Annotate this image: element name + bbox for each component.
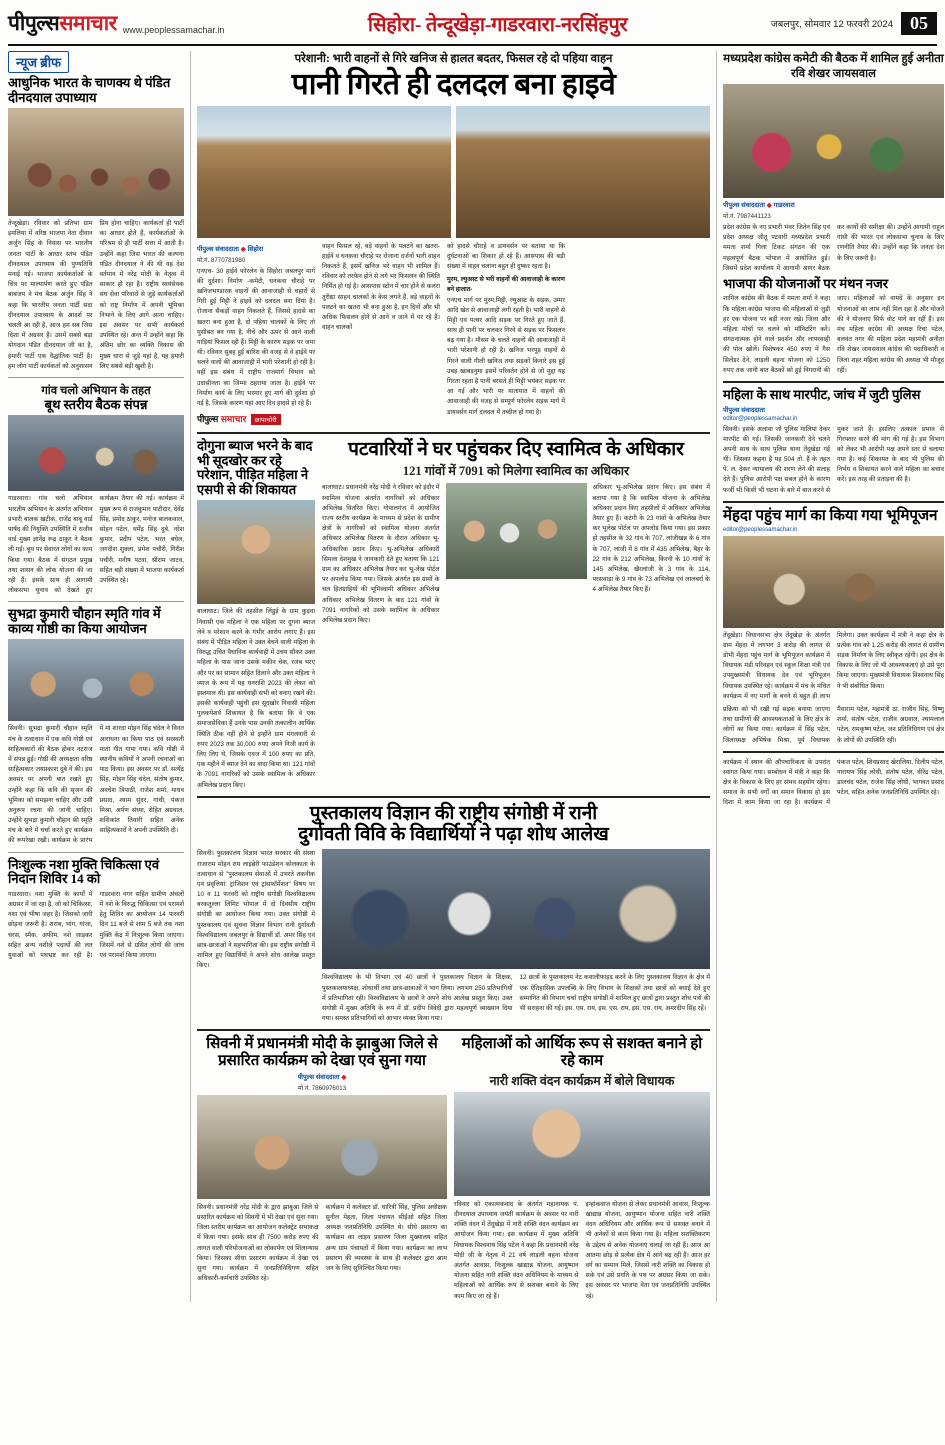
edition-title: सिहोरा- तेन्दूखेड़ा-गाडरवारा-नरसिंहपुर [367, 13, 628, 36]
lead-subhead-4: मुरम, ल्युअस्ट से भरी वाहनों की आवाजाही के कारण बने हालात- [447, 276, 565, 294]
congress-byline-place: गाडरवारा [773, 202, 795, 209]
lead-byline-label: पीपुल्स संवाददाता [197, 245, 239, 253]
seminar-body-1: सिवनी। पुस्तकालय विज्ञान भारत सरकार की संस्था राजाराम मोहन राय लाइब्रेरी फाउंडेशन कोलकाता के तत्वाधान से "पुस्तकालय सेवाओं में उभरते तकनीक एवं प्रवृत्तियां: ट्रांजिशन एवं ट्रांसफॉर्मेशन" विषय पर 10 व 11 फरवरी को राष्ट्रीय संगोष्ठी विश्वविद्यालय बरकतुल्ला लिमिट भोपाल में दो दिवसीय राष्ट्रीय संगोष्ठी का आयोजन किया गया। उक्त संगोष्ठी में पुस्तकालय एवं सूचना विज्ञान विभाग रानी दुर्गावती विश्वविद्यालय जबलपुर के विद्यार्थी डॉ. अमर सिंह एवं छात्र-छात्राओं ने सहभागिता की। इस राष्ट्रीय संगोष्ठी में शामिल हुए विद्यार्थियों ने अपने शोध आलेख प्रस्तुत किए। [197, 850, 315, 970]
right-column [716, 51, 944, 1302]
lead-headline: पानी गिरते ही दलदल बना हाइवे [291, 68, 616, 101]
lead-body-row [197, 242, 710, 428]
seminar-photo [322, 849, 710, 969]
assault-body: सिवनी। इसके अलावा जो पुलिस गालियां देकर मारपीट की गई। जिसकी जानकारी देने चलने अपनी साथ के साथ पुलिस थाना तेंदुखेड़ा गई थी। जिसका कहना है यह 504 तो. हैं के तहत पे. ल. देकर न्यायालय की शरण लेने की सलाह देते हैं। पुलिस आरोपी पक्ष सबल होने के कारण फर्जी भी किसी भी घटना के बारे में बात करने से मुकर जाते हैं। इसलिए तत्काल प्रभाव से गिरफ्तार करने की मांग की गई है। इस विभाग को लेकर भी आरोपी पक्ष अपने स्तर से चलाया गया है। कई शिकायत के बाद भी पुलिस की निर्भय व शिकायत करने वाले महिला का बचाव करें। इस तरह की प्रताड़ना की है। [723, 425, 944, 494]
masthead [8, 6, 937, 46]
lead-photo-row [197, 106, 710, 238]
bjp-scheme-head: भाजपा की योजनाओं पर मंथन नजर [723, 275, 889, 291]
mid-second-left [197, 439, 315, 791]
bottom-row [197, 1036, 710, 1301]
website-url[interactable]: www.peoplessamachar.in [122, 25, 225, 35]
congress-mobile: मो.नं. 7987441123 [723, 213, 771, 220]
women-subhead: नारी शक्ति वंदन कार्यक्रम में बोले विधायक [489, 1073, 675, 1088]
lead-body-col2: वाहन फिसल रहे, बड़े वाहनों के पलटने का खतरा- हाईवे व धनकवा चौराहे पर रोजाना दर्जनों भारी वाहन निकलते हैं, इसमें खनिज भरे वाहन भी शामिल हैं। रविवार को तरफ़ेन होने से लगे भर फिसलन की स्थिति निर्मित हो गई है। आसपास स्टोन में चार होने से कलरा तुरीद्या साहन चालकों के केस लगने हैं, बड़े वाहनों के पलटने का खतरा भी बना हुआ है, इन दिनों और भी अधिक फिसलन होने से आने व जाने में पर रहे हैं। वाहन चालकों [322, 242, 440, 332]
masthead-right [771, 12, 937, 35]
pm-program-head: सिवनी में प्रधानमंत्री मोदी के झाबुआ जिले से प्रसारित कार्यक्रम को देखा एवं सुना गया [206, 1036, 438, 1070]
assault-byline-label: पीपुल्स संवाददाता [723, 406, 765, 414]
brand-badge-main: पीपुल्स [197, 414, 218, 425]
seminar-body-2: विश्वविद्यालय के भी विभाग एवं 40 छात्रों ने पुस्तकालय विज्ञान के शिक्षक, पुस्तकालयाध्यक्ष, शोधार्थी तथा छात्र-छात्राओं ने भाग लिया। लगभग 250 प्रतिभागियों में प्रतिभागिता रही। विश्वविद्यालय के छात्रों ने अपने शोध आलेख प्रस्तुत किए। उक्त संगोष्ठी में मुख्य अतिथि के रूप में डॉ. प्रदीप त्रिवेदी द्वारा महत्वपूर्ण व्याख्यान दिया गया। समस्त प्रतिभागियों को आभार व्यक्त किया गया। [322, 974, 513, 1023]
page-number: 05 [901, 12, 937, 35]
loanshark-photo [197, 500, 315, 604]
left-sub1-body: गाडरवारा। गांव चलो अभियान भारतीय अभियान के अंतर्गत अभियान प्रभारी बालक खटीक, राजेंद्र बाबू वार्ड पार्षद की नियुक्ति उपस्थिति में राजीव वार्ड मुख्य ज्ञानेंद्र रूद्र ठाकुर ने बैठक ली गई। बूथ पर सेवारत लोगों का काम किया गया। बैठक में संगठन प्रमुख तथा शासन की लोक योजना की जा रही हैं। इसके साथ ही आगामी लोकसभा चुनाव को देखते हुए कार्यक्रम तैयार की गई। कार्यक्रम में मुख्य रूप से राजकुमार पाटीदार, देवेंद्र सिंह, प्रमोद ठाकुर, मनोज बालकवाल, सोहन पटेल, धर्मेंद्र सिंह दुबे, नरेश कुमार, प्रदीप पटेल, भरत बघेल, जगदीश शुक्ला, प्रमेश पचौरी, गिरीश पचौरी, मनीष पटवा, श्रीराम जाटव, सहित बड़ी संख्या में भाजपा कार्यकर्ता उपस्थित रहे। [8, 495, 184, 595]
brand-badge [197, 412, 246, 425]
pm-mobile: मो.नं. 7860976013 [297, 1084, 347, 1092]
left-sub1-kicker: गांव चलो अभियान के तहत [41, 384, 151, 397]
left-sub2-photo [8, 639, 184, 721]
women-body-1: रविवार को एकात्मकवाद के अंतर्गत महानायक पं. दीनदयाल उपाध्याय जयंती कार्यक्रम के अवसर पर नारी शक्ति वंदन में तेंदूखेड़ा में नारी शक्ति वंदन कार्यक्रम का आयोजन किया गया। इस कार्यक्रम में मुख्य अतिथि विधायक विश्वनाथ सिंह पटेल ने कहा कि प्रधानमंत्री नरेंद्र मोदी जी के नेतृत्व में 21 वर्ष लाड़ली बहना योजना अंतर्गत आवास, निःशुल्क खाद्यान्न योजना, आयुष्मान योजना सहित नारी शक्ति वंदन अधिनियम के माध्यम से महिलाओं को आर्थिक रूप से सशक्त बनाने के लिए काम किए जा रहे हैं। [454, 1200, 579, 1300]
patwari-photo [446, 483, 587, 579]
bhoomipujan-email[interactable]: editor@peoplessamachar.in [723, 526, 798, 533]
congress-byline-label: पीपुल्स संवाददाता [723, 202, 765, 209]
patwari-head: पटवारियों ने घर पहुंचकर दिए स्वामित्व के अधिकार [348, 439, 684, 461]
congress-photo [723, 84, 944, 198]
women-body-2: इन्हांकवाज योजना से लेकर प्रधानमंत्री आवास, निःशुल्क खाद्यान्न योजना, आयुष्मान योजना सहित नारी शक्ति वंदन अधिनियम और आर्थिक रूप से सशक्त बनाने में भी अनेकों से काम किया गया है। महिला सशक्तिकरण के उद्देश्य से अनेक योजनाएं चलाई जा रही हैं। आज आ आतमा छोड़ से प्रत्येक क्षेत्र में आगे बढ़ रही हैं। आज हर वर्ग का सम्मान मिले, जिससे नारी शक्ति का विकास हो सके एवं उसे प्रगति के पथ पर अग्रसर किया जा सके। इस अवसर पर भाजपा नेता एवं जनप्रतिनिधि उपस्थित रहे। [585, 1200, 710, 1300]
bhoomipujan-body-2: प्रक्रिया को भी रखी गई सड़क बनाया जाएगा तथा ग्रामीणों की आवश्यकताओं के लिए क्षेत्र के लोगों का किया गया। कार्यक्रम में सिंह पटेल, जिलाध्यक्ष अभिषेक मिश्रा, पूर्व विधायक मैयाराम पटेल, महामंत्री ठा. राजीव सिंह, विष्णु शर्मा, संतोष पटेल, राजीव अग्रवाल, श्यामलाल पटेल, रामकृष्ण पटेल, जन प्रतिनिधिगण एवं क्षेत्र के लोगों की उपस्थिति रही। [723, 705, 944, 744]
left-sub2-body: सिवनी। सुभद्रा कुमारी चौहान स्मृति मंच के तत्वाधान में एक कवि गोष्ठी एवं साहित्यकारों की बैठक होकर नटराज में संपन्न हुई। गोष्ठी की अध्यक्षता वरिष्ठ साहित्यकार जयप्रकाश दुबे ने की। इस अवसर पर अपनी बात रखते हुए उन्होंने कहा कि कवि की सृजन की भूमिका को समझना चाहिए और उसी अनुरूप रचना की जानी चाहिए। उन्होंने सुभद्रा कुमारी चौहान की स्मृति मंच के बारे में चर्चा करते हुए कार्यक्रम की रूपरेखा रखी। कार्यक्रम के प्रारंभ में मां शारदा मोहन सिंह चंदेल ने विनत आराधना का किया पाठ एवं सरस्वती माता गीत गाया गया। कवि गोष्ठी में स्थानीय कवियों ने अपनी रचनाओं का पाठ किया। इस अवसर पर डॉ. सत्येंद्र सिंह, मोहन सिंह चंदेल, संतोष कुमार, अवधेश त्रिपाठी, राजेश शर्मा, माधव प्रसाद, श्याम सुंदर, गांधी, पंकज मिश्रा, अर्पण संध्या, रोहित अग्रवाल, शशिकांत तिवारी सहित अनेक साहित्यकारों ने अपनी उपस्थिति दी। [8, 725, 184, 845]
assault-email[interactable]: editor@peoplessamachar.in [723, 415, 798, 422]
bottom-left-story [197, 1036, 447, 1301]
bjp-scheme-body: शामिल कांग्रेस की बैठक में ममता शर्मा ने कहा कि महिला कांग्रेस भाजपा की महिलाओं से जुड़ी हर एक योजना पर बड़ी नजर रखे। जिला और महिला मोर्चा पर चलने को मॉनिटरिंग करें। संगठनात्मक होने वाले प्रदर्शन और लापरवाही की पोल खोलें। विशेषकर 450 रुपए में गैस सिलेंडर देने, लाड़ली बहना योजना को 1250 रुपए तक जानी बात बैठकों को हुई निगरानी की जाए। महिलाओं को वायदे के अनुसार इन योजनाओं का लाभ नहीं मिल रहा है और योजनें की ने योजनाएं सिर्फ वोट पाने का रहीं हैं। इस मंच महिला कांग्रेस की अध्यक्ष रिचा पटेल, बलवंत नगर की महिला प्रदेश महामंत्री अनीता रवि शेखर जायसवाल कांग्रेस की पदाधिकारी व जिला शहर महिला कांग्रेस की अध्यक्ष भी मौजूद रहीं। [723, 295, 944, 374]
pm-body-2: कार्यक्रम में कलेक्टर डॉ. धारित्री सिंह, पुलिस अधीक्षक सुनील मेहता, जिला पंचायत सीईओ सहित जिला अध्यक्ष जनप्रतिनिधि उपस्थित थे। सीधे प्रसारण का कार्यक्रम का लाइव प्रसारण जिला मुख्यालय सहित अन्य ग्राम पंचायतों में किया गया। कार्यक्रम का लाभ प्रसारण की व्यवस्था के साथ ही कलेक्टर द्वारा आम जन के लिए सुनिश्चित किया गया। [325, 1203, 447, 1272]
assault-head: महिला के साथ मारपीट, जांच में जुटी पुलिस [723, 386, 921, 402]
assault-byline [723, 405, 944, 414]
seminar-head-1: पुस्तकालय विज्ञान की राष्ट्रीय संगोष्ठी में रानी [309, 802, 598, 824]
bottom-center-story [454, 1036, 710, 1301]
left-sub2-head: सुभद्रा कुमारी चौहान स्मृति गांव में काव्य गोष्ठी का किया आयोजन [8, 606, 161, 636]
page-columns [8, 51, 944, 1302]
pm-byline-label: पीपुल्स संवाददाता [297, 1073, 340, 1081]
middle-column [190, 51, 710, 1302]
brief-photo [8, 108, 184, 216]
lead-photo-2 [456, 106, 710, 238]
patwari-subhead: 121 गांवों में 7091 को मिलेगा स्वामित्व का अधिकार [402, 464, 630, 479]
seminar-body-3: 12 छात्रों के पुस्तकालय नेट कवालीफाइड करने के लिए पुस्तकालय विज्ञान के क्षेत्र में एक ऐतिहासिक उपलब्धि के लिए विभाग के शिक्षकों तथा छात्रों को बधाई देते हुए सम्मानित की विभाग चर्चा राष्ट्रीय संगोष्ठी में शामिल हुए छात्रों द्वारा प्रस्तुत शोध पत्रों की भी सराहना की गई। इस. एस. राय, इस. एस. राय, इस. एस. राय, अमरदीप सिंह रहें। [519, 974, 710, 1012]
lead-body-col3: को हादसे चौराहे व डायवर्सन पर बताया था कि दुर्घटनाओं का शिकार हो रहे हैं। आसपास की बड़ी संख्या में वाहन चलाना बहुत ही दुष्कर रहता है। [447, 242, 565, 270]
left-sub3-head: निःशुल्क नशा मुक्ति चिकित्सा एवं निदान शिविर 14 को [8, 856, 160, 887]
seminar-row [197, 849, 710, 1024]
lead-body-col1: एनएच- 30 हाईवे फोरलेन के सिहोरा जबलपुर मार्ग की दुर्दशा। निर्माण -कमेटी, धनकवा चौराहे पर खनिजभण्डारक वाहनों की आवाजाही से चहारों से गिरी हुई मिट्टी ने हाइवे को दलदल बना दिया है। रोजाना सैकड़ों वाहन निकलते हैं, जिससे हादसे का खतरा बना हुआ है, दो पहिया चालकों के लिए तो मुसीबत बन गया है, नीचे और ऊपर से आने वाली गाड़ियां फिसल रही हैं। मिट्टी के कारण सड़क पर जमा थी। रविवार सुबह हुई बारिश की वजह से वे हाईवे पर चलने वालों की आवाजाही में भारी परेशानी हो रही है। वहीं इस संबंध में राष्ट्रीय राजमार्ग विभाग को उदासीनता का जिम्मा ठहराया जाता है। हाईवे पर निर्माण कार्य के लिए भरमार हुए मार्ग की दुर्दशा हो गई है, जिसके कारण यहां आए दिन हादसे हो रहे हैं। [197, 267, 315, 408]
pm-photo [197, 1095, 447, 1199]
congress-byline: पीपुल्स संवाददाता ◆ गाडरवारा [723, 202, 795, 209]
lead-kicker: परेशानी: भारी वाहनों से गिरे खनिज से हालत बदतर, फिसल रहे दो पहिया वाहन [294, 53, 613, 65]
logo-accent-text: समाचार [59, 11, 117, 35]
lead-tag: छापाचोरी [251, 414, 281, 425]
left-column [8, 51, 184, 1302]
women-photo [454, 1092, 710, 1196]
brief-body: तेन्दूखेड़ा। रविवार को प्रतिभा ग्राम इमलिया में वरिष्ठ भाजपा नेता दीवान अर्जुन सिंह के निवास पर भारतीय जनता पार्टी के आधार स्तंभ पंडित दीनदयाल उपाध्याय की पुण्यतिथि मनाई गई। भाजपा कार्यकर्ताओं के चित्र पर माल्यार्पण करते हुए पंडित बाबजय ने मंच बैठक अर्जुन सिंह ने कहा कि भारतीय जनता पार्टी सदा दीनदयाल उपाध्याय के आदर्श पर चलती आ रही है, आज हम सब जिस दिशा में अग्रसर हैं। उसमें सबसे बड़ा योगदान पंडित दीनदयाल जी का है, हमारी पार्टी एक वैद्धांतिक पार्टी है। हम लोग पार्टी कार्यकर्ता को अनुशासन प्रिय होना चाहिए। कार्यकर्ता ही पार्टी का आधार होते हैं, कार्यकर्ताओं के परिश्रम से ही पार्टी सत्ता में आती है। उन्होंने कहा जिस भारत की कल्पना पंडित दीनदयाल ने की थी वह देश वर्तमान में नरेंद्र मोदी के नेतृत्व में साकार हो रहा है। राष्ट्रीय स्वयंसेवक संघ सेवा परिवारों से जुड़े कार्यकर्ताओं को राष्ट्र निर्माण में अपनी भूमिका निभाने के लिए आगे आना चाहिए। इस अवसर पर सभी कार्यकर्ता उपस्थित रहे। अन्त में उन्होंने कहा कि अंतिम छोर का व्यक्ति विकास की मुख्य धारा से जुड़े यहां है, यह हमारी लिए सबसे बड़ी खुशी है। [8, 220, 184, 370]
pm-byline: पीपुल्स संवाददाता ◆ [297, 1073, 347, 1081]
lead-photo-1 [197, 106, 451, 238]
loanshark-head: दोगुना ब्याज भरने के बाद भी सूदखोर कर रहे परेशान, पीड़ित महिला ने एसपी से की शिकायत [197, 438, 313, 497]
lead-byline: पीपुल्स संवाददाता ◆ सिहोरा [197, 245, 264, 253]
logo-main-text: पीपुल्स [8, 11, 60, 35]
brief-headline: आधुनिक भारत के चाणक्य थे पंडित दीनदयाल उपाध्याय [8, 75, 171, 105]
newspaper-logo [8, 9, 224, 37]
left-sub3-body: गाडरवारा। नशा मुक्ति के कार्यों में अग्रसर में जा रहा है, जो को चिकित्सा, नशा एवं भीषा जहर है। जिसको जारी छोड़ना जरूरी है। शराब, भांग, गांजा, चरस, स्मैक, अफीम, नशे जाड़कर सहित अन्य नशीले पदार्थों की लत युवाओं को पथभ्रष्ट कर रही है। गाडरवारा नगर सहित ग्रामीण अंचलों में नशे के विरुद्ध चिकित्सा एवं परामर्श हेतु शिविर का आयोजन 14 फरवरी दिन 11 बजे से शाम 5 बजे तक नशा मुक्ति केंद्र में निःशुल्क किया जाएगा। जिसमें नशे से ग्रसित लोगों की जांच एवं परामर्श किया जाएगा। [8, 890, 184, 959]
bhoomipujan-photo [723, 536, 944, 628]
publication-date: जबलपुर, सोमवार 12 फरवरी 2024 [770, 18, 893, 30]
lead-byline-place: सिहोरा [247, 245, 264, 253]
patwari-body-1: बालाघाट। प्रधानमंत्री नरेंद्र मोदी ने रविवार को इंदौर में स्वामित्व योजना अंतर्गत नागरिकों को अधिकार अभिलेख वितरित किए। गोपालगंज में आयोजित राज्य स्तरीय कार्यक्रम के माध्यम से प्रदेश के ग्रामीण क्षेत्रों के नागरिकों को स्वामित्व योजना अंतर्गत अधिकार अभिलेख वितरण के दौरान अधिकार भू-अधिकारिक प्रदान किए। भू-अभिलेख अधिकारी सिमला देशमुख ने जानकारी देते हुए बताया कि 121 ग्राम का अधिकार अभिलेख तैयार कर भू-लेख पोर्टल पर अपलोड किया गया। जिसके अंतर्गत इस ग्रामों के चल हितग्राहियों की भूमिस्वामी अधिकार अभिलेख अधिकार अभिलेख वितरण के बाद 121 गांवों के 7091 नागरिकों को उसके स्वामित्व के अधिकार अभिलेख प्रदान किए। [322, 484, 440, 624]
lead-body-col4: एनएच मार्ग पर मुरम,मिट्टी, ल्युअस्ट के सड़क, उम्मर आदि खेत से आवाजाही लगी रहती है। भारी वाहनों से मिट्टी एवं पत्थर आदि सड़क पर गिरते हुए जाते हैं, साथ ही पानी पर चलकर गिरने से सड़क पर फिसलन बढ़ गया है। मौसम के चलते वाहनों की आवाजाही में भारी परेशानी हो रही है। खनिज भरपूड़ वाहनों से गिरने वाली गीली खनिज तथा सड़कों किनारे इस हुई उबड़ खाबड़नुमा इसमें परिवर्तन होने से जो मुद्दा यह गिरता रहता है पानी बरसते ही मिट्टी भयंकर सड़क पर आ गई और भारी पर यातायात में वाहनों की आवाजाही की वजह से सम्पूर्ण फोरलेन सड़क मार्ग में डायवर्सन मार्ग दलदल में तब्दील हो गया है। [447, 296, 565, 416]
mid-second-row [197, 439, 710, 791]
bottom-right-body: कार्यक्रम में स्थान की औपचारिकता के उपरांत स्वागत किया गया। सम्बोधन में मंत्री ने कहा कि क्षेत्र के विकास के लिए हर संभव सहयोग रहेगा। समाज के सभी वर्गों का समान विकास हो इस दिशा में काम किया जा रहा है। कार्यक्रम में पंकज पटेल, शिवप्रसाद खेरालिया, दिलीप पटेल, नारायण सिंह लोधी, संतोष पटेल, वीरेंद्र पटेल, डालचंद पटेल, राजेश सिंह लोधी, भागवत प्रसाद पटेल, सहित अनेक जनप्रतिनिधि उपस्थित रहे। [723, 758, 944, 807]
lead-mobile: मो.नं. 8770781980 [197, 256, 246, 264]
brand-badge-accent: समाचार [220, 414, 247, 425]
bhoomipujan-head: मेंहदा पहुंच मार्ग का किया गया भूमिपूजन [723, 507, 938, 524]
pm-body-1: सिवनी। प्रधानमंत्री नरेंद्र मोदी के द्वारा झाबुआ जिले से प्रसारित कार्यक्रम को सिवनी में भी देखा एवं सुना गया। जिला स्तरीय कार्यक्रम का आयोजन कलेक्ट्रेट सभाकक्ष में किया गया। इसके साथ ही 7500 करोड़ रुपए की लागत वाली परियोजनाओं का लोकार्पण एवं शिलान्यास किया। जिसका सीधा प्रसारण कार्यक्रम में देखा एवं सुना गया। कार्यक्रम में जनप्रतिनिधिगण सहित अधिकारी-कर्मचारी उपस्थित रहे। [197, 1203, 319, 1283]
news-brief-tag: न्यूज ब्रीफ [8, 51, 69, 73]
left-sub1-head: बूथ स्तरीय बैठक संपन्न [44, 396, 148, 412]
mid-second-main [322, 439, 710, 791]
seminar-head-2: दुर्गावती विवि के विद्यार्थियों ने पढ़ा शोध आलेख [298, 824, 609, 846]
congress-body: प्रदेश कांग्रेस के नए प्रभारी भंवर जितेन सिंह एवं प्रदेश अध्यक्ष जीतू पटवारी मध्यप्रदेश प्रभारी ममता शर्मा गिला टिकट संगठन की एक महत्वपूर्ण बैठक भोपाल में आयोजित हुई। जिसमें प्रदेश कार्यालय में आगामी आगर बैठक कर कार्यों की समीक्षा की। उन्होंने आगामी राहुल गांधी की भारत एवं लोकसभा चुनाव के लिए रणनीति तैयार की। उन्होंने कहा कि जनता देश के लिए जरूरी है। [723, 224, 944, 272]
bhoomipujan-body-1: तेंदूखेड़ा। विधानसभा क्षेत्र तेंदूखेड़ा के अंतर्गत ग्राम मेंहदा में लगभग 3 करोड़ की लागत से डोभी मेंहदा पहुंच मार्ग के भूमिपूजन कार्यक्रम में विधायक मंडी परिवहन एवं स्कूल शिक्षा मंत्री एवं उपमुख्यमंत्री विधायक देव एवं भूमिपूजन विधायक उपस्थित रहे। कार्यक्रम में मंच के मंचित कार्यक्रम में नए मार्गों के बनने से बहुत ही लाभ मिलेगा। उक्त कार्यक्रम में मंत्री ने कहा क्षेत्र के प्रत्येक गांव को 1.25 करोड़ की लागत से ग्रामीण सड़क निर्माण के लिए स्वीकृत रहेगी। इस क्षेत्र के विकास के लिए जो भी आवश्यकताएं हो उसे पूरा किया जाएगा। मुख्यमंत्री विधायक विश्वनाथ सिंह ने भी संबोधित किया। [723, 631, 944, 700]
loanshark-body: बालाघाट। जिले की तहसील लिंडुई के ग्राम कुड़वा निवासी एक महिला ने एक महिला पर दुगना ब्याज लेने व परेशान करने के गंभीर आरोप लगाए हैं। इस संबंध में पीड़ित महिला ने उक्त बेचने वाली महिला के विरुद्ध उचित वैधानिक कार्यवाही में उचय सौकर उक्त महिला के पास जाना उसके मकीन चेक, रजंब भरए और पर का सामान सहित दिलाने और उक्त महिला ने व्याज के रूप में यह धनराशि 2023 की लेकर को इस्तमाल थी। इस कार्यवाही सभी को बनाए रखने की। इसकी कार्यवाही पहुंची इस सूदखोर निवासी महिला पुलकपेशर्व शिकायत है कि बताया कि वे एक समाजसेविका हैं उनके पास उनकी तत्कालीन आर्थिक स्थिति ठीक नहीं होने से इन्होंने ग्राम मंगलवारी से रुपए 2023 तक 30,000 रुपए अपने निजी कार्य के लिए लिए थे, जिसके एवज में 100 रुपए का प्रति, एक महीने में ब्याज देने का वादा किया था। 121 गांवों के 7091 नागरिकों को उसके स्वामित्व के अधिकार अभिलेख प्रदान किए। [197, 608, 315, 789]
congress-kicker: मध्यप्रदेश कांग्रेस कमेटी की बैठक में शामिल हुई अनीता रवि शेखर जायसवाल [723, 53, 944, 80]
women-head: महिलाओं को आर्थिक रूप से सशक्त बनाने हो रहे काम [461, 1036, 703, 1070]
patwari-body-2: अधिकार भू-अभिलेख प्रदान किए। इस संबंध में बताया गया है कि स्वामित्व योजना के अभिलेख अधिकार प्रदान किए तहसीलों में अधिकार अभिलेख तैयार हुए हैं। कटंगी के 23 गांवों के अभिलेख तैयार कर भूलेख पोर्टल पर अपलोड किया गया। इस प्रकार हो तहसील के 32 गांव के 707, लांजीखन्न के 6 गांव के 707, लांजी में 8 गांव में 435 अभिलेख, बैहर के 22 गांव के 212 अभिलेख, किरनी के 10 गांवों के 145 अभिलेख, खैरलांजी के 3 गांव के 114, परसवाड़ा के 9 गांव के 73 अभिलेख एवं लालबर्रा के 4 अभिलेख तैयार किए हैं। [592, 484, 710, 594]
left-sub1-photo [8, 415, 184, 491]
